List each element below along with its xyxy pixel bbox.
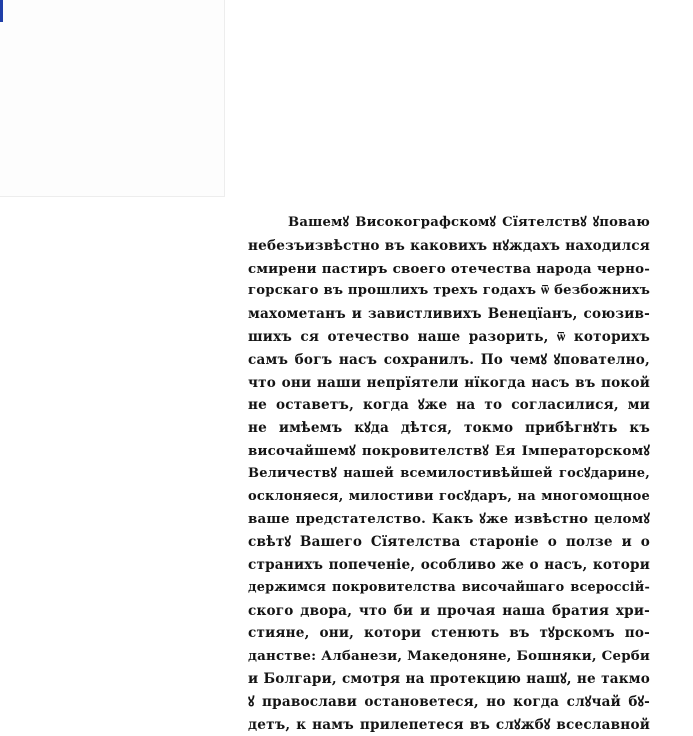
text-line-2: небезъизвѣстно въ каковихъ нꙋждахъ находился	[248, 237, 650, 254]
text-line-3: смирени пастиръ своего отечества народа черно-	[248, 260, 650, 277]
text-line-6: шихъ ся отечество наше разорить, ѿ которихъ	[248, 328, 650, 345]
text-line-11: височайшемꙋ покровителствꙋ Ея Iмператорскомꙋ	[248, 442, 650, 459]
text-line-15: свѣтꙋ Вашего Сїятелства староніе о ползе и о	[248, 534, 650, 551]
text-line-17: держимся покровителства височайшаго всероссій-	[248, 579, 650, 595]
text-line-5: махометанъ и завистливихъ Венецїанъ, союзив-	[248, 306, 650, 323]
corner-edge-mark	[0, 0, 3, 22]
text-line-7: самъ богъ насъ сохранилъ. По чемꙋ ꙋпователно,	[248, 351, 650, 368]
text-line-1: Вашемꙋ Високографскомꙋ Сїятелствꙋ ꙋповаю	[288, 215, 650, 230]
text-line-10: не имѣемъ кꙋда дѣтся, токмо прибѣгнꙋть къ	[248, 420, 650, 437]
text-line-23: детъ, к намъ прилепетеся въ слꙋжбꙋ всеславной	[248, 716, 650, 733]
text-line-12: Величествꙋ нашей всемилостивѣйшей госꙋдарине,	[248, 465, 650, 481]
document-text-block	[248, 212, 650, 736]
text-line-14: ваше предстателство. Какъ ꙋже извѣстно целомꙋ	[248, 511, 650, 528]
text-line-18: ского двора, что би и прочая наша братия хри-	[248, 602, 650, 619]
text-line-8: что они наши непрїятели нїкогда насъ въ покой	[248, 374, 650, 391]
text-line-21: и Болгари, смотря на протекцию нашꙋ, не такмо	[248, 670, 650, 687]
text-line-13: осклоняеся, милостиви госꙋдаръ, на многомощное	[248, 488, 650, 504]
text-line-9: не оставетъ, когда ꙋже на то согласилися, ми	[248, 397, 650, 414]
blank-margin-area	[0, 0, 225, 197]
text-line-16: странихъ попеченіе, особливо же о насъ, котори	[248, 556, 650, 573]
text-line-20: данстве: Албанези, Македоняне, Бошняки, Серби	[248, 648, 651, 665]
text-line-22: ꙋ православи остановетеся, но когда слꙋчай бꙋ-	[248, 693, 650, 710]
text-line-19: стияне, они, котори стенють въ тꙋрскомъ по-	[248, 625, 650, 642]
text-line-4: горскаго въ прошлихъ трехъ годахъ ѿ безбожнихъ	[248, 283, 651, 299]
